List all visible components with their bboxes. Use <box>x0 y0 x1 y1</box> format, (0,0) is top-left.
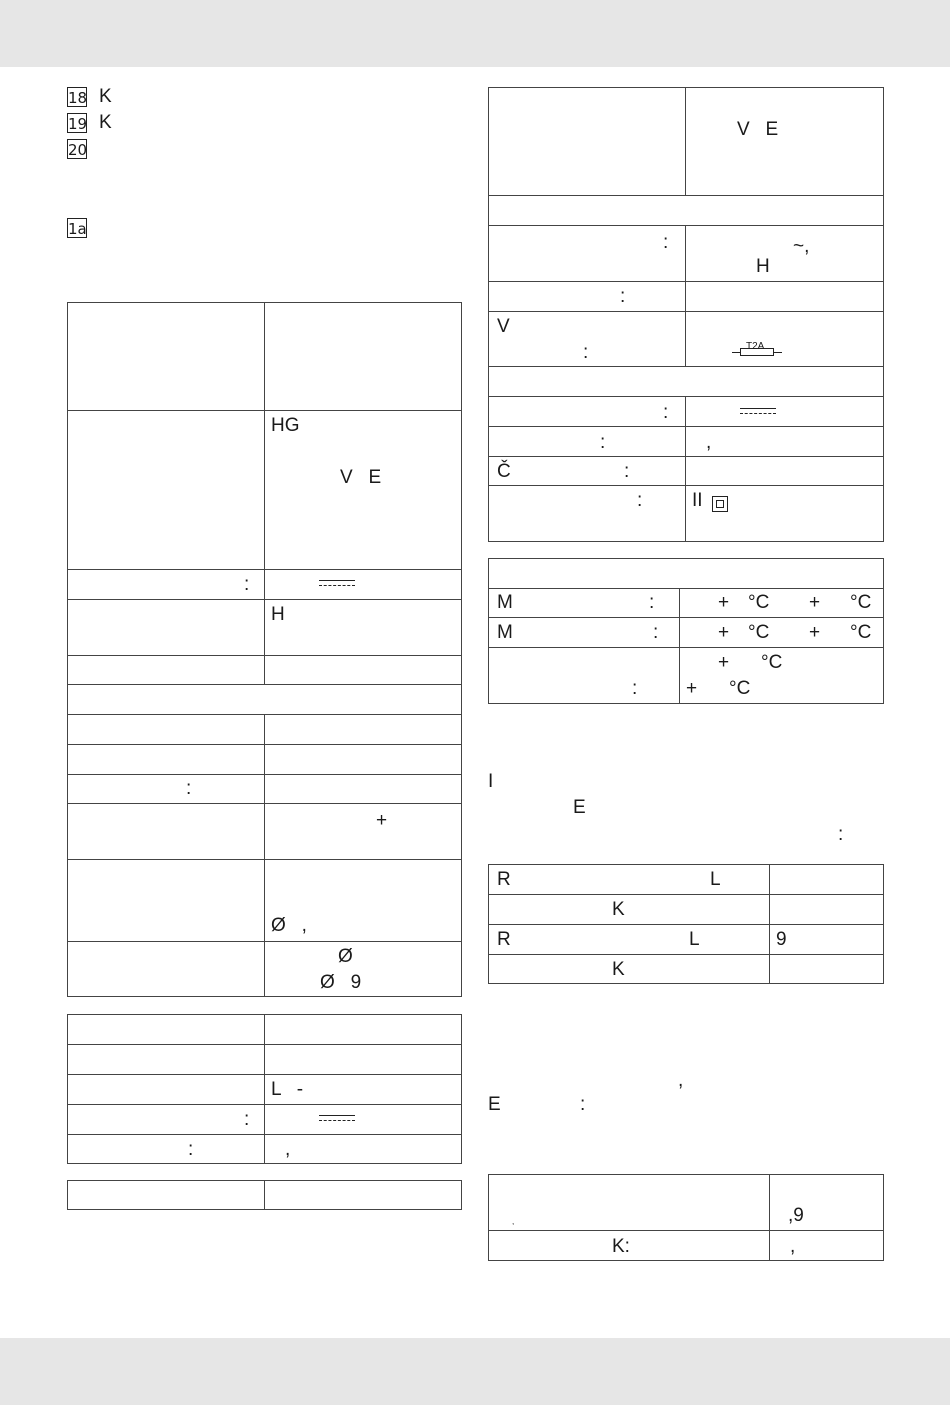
table-row <box>489 618 884 648</box>
model-value: V E <box>340 467 382 488</box>
table-cell <box>680 589 884 618</box>
table-row <box>489 397 884 427</box>
value-text: L - <box>271 1079 304 1100</box>
table-row <box>489 955 884 984</box>
temp-sign: + <box>718 652 730 673</box>
diameter-value: Ø , <box>271 915 307 936</box>
value-text: H <box>271 604 285 625</box>
temp-unit: °C <box>850 622 872 643</box>
table-row <box>68 942 462 997</box>
label-text: R <box>497 869 511 890</box>
table-row <box>489 589 884 618</box>
section-heading-cell <box>489 559 884 589</box>
noise-level-table <box>488 864 884 984</box>
table-row <box>68 775 462 804</box>
temp-sign: + <box>809 622 821 643</box>
table-row <box>68 1045 462 1075</box>
table-row <box>489 226 884 282</box>
table-cell <box>265 942 462 997</box>
table-cell <box>68 1135 265 1164</box>
table-cell <box>68 745 265 775</box>
table-cell <box>265 600 462 656</box>
paragraph-text: E <box>573 797 586 818</box>
table-cell <box>680 648 884 704</box>
label-colon: : <box>244 1109 250 1130</box>
value-text: ~, <box>793 236 810 257</box>
label-text: R <box>497 929 511 950</box>
value-text: H <box>756 256 770 277</box>
fuse-rating: T2A <box>746 341 765 352</box>
table-cell <box>770 1175 884 1231</box>
reference-item <box>67 217 87 239</box>
table-section-row <box>489 196 884 226</box>
label-text: K <box>612 959 625 980</box>
paragraph-text: , <box>678 1070 684 1091</box>
table-cell <box>68 411 265 570</box>
table-row <box>68 1075 462 1105</box>
temp-unit: °C <box>850 592 872 613</box>
value-text: 9 <box>776 929 787 950</box>
table-section-row <box>68 685 462 715</box>
bottom-band <box>0 1338 950 1405</box>
table-row <box>489 895 884 925</box>
paragraph-text: E <box>488 1094 501 1115</box>
table-cell <box>265 570 462 600</box>
table-row <box>489 925 884 955</box>
table-cell <box>686 486 884 542</box>
table-cell <box>680 618 884 648</box>
table-row <box>489 1231 884 1261</box>
label-text: M <box>497 592 513 613</box>
value-text: + <box>376 810 388 831</box>
table-row <box>489 427 884 457</box>
table-cell <box>265 1105 462 1135</box>
table-cell <box>68 1105 265 1135</box>
table-cell <box>489 895 770 925</box>
table-cell <box>489 648 680 704</box>
table-cell <box>686 457 884 486</box>
table-row <box>68 656 462 685</box>
table-cell <box>686 88 884 196</box>
value-text: , <box>285 1139 291 1160</box>
temp-sign: + <box>718 592 730 613</box>
table-cell <box>265 715 462 745</box>
table-cell <box>770 955 884 984</box>
label-colon: : <box>637 490 643 511</box>
table-cell <box>489 282 686 312</box>
extra-spec-table <box>67 1180 462 1210</box>
table-row <box>68 860 462 942</box>
temp-unit: °C <box>761 652 783 673</box>
table-cell <box>68 1015 265 1045</box>
table-row <box>68 303 462 411</box>
reference-number: 1a <box>68 220 87 238</box>
table-section-row <box>489 367 884 397</box>
table-cell <box>489 955 770 984</box>
table-cell <box>68 600 265 656</box>
label-colon: : <box>663 232 669 253</box>
small-text: , <box>512 1217 515 1226</box>
protection-class-text: II <box>692 490 703 511</box>
table-row <box>68 600 462 656</box>
model-value: V E <box>737 119 779 140</box>
dc-symbol-icon <box>740 407 776 416</box>
table-cell <box>68 715 265 745</box>
label-colon: : <box>649 592 655 613</box>
table-cell <box>265 411 462 570</box>
paragraph-text: I <box>488 771 494 792</box>
paragraph-colon: : <box>838 824 844 845</box>
table-cell <box>686 427 884 457</box>
fuse-icon <box>732 340 782 360</box>
label-colon: : <box>600 432 606 453</box>
reference-label: K <box>99 112 112 133</box>
table-cell <box>265 1015 462 1045</box>
table-row <box>68 745 462 775</box>
table-row <box>489 457 884 486</box>
diameter-value: Ø 9 <box>320 972 362 993</box>
table-cell <box>265 1075 462 1105</box>
label-colon: : <box>188 1139 194 1160</box>
table-cell <box>265 775 462 804</box>
temp-unit: °C <box>748 622 770 643</box>
table-cell <box>686 397 884 427</box>
power-supply-spec-table <box>488 87 884 542</box>
temp-sign: + <box>718 622 730 643</box>
label-text: V <box>497 316 510 337</box>
table-row <box>489 648 884 704</box>
top-band <box>0 0 950 67</box>
table-cell <box>489 226 686 282</box>
label-colon: : <box>244 574 250 595</box>
table-cell <box>265 860 462 942</box>
label-colon: : <box>583 342 589 363</box>
temperature-table <box>488 558 884 704</box>
table-cell <box>68 1045 265 1075</box>
table-cell <box>489 88 686 196</box>
temp-sign: + <box>686 678 698 699</box>
label-text: K <box>612 899 625 920</box>
reference-item <box>67 86 112 108</box>
table-cell <box>265 303 462 411</box>
table-cell <box>489 427 686 457</box>
table-row <box>489 282 884 312</box>
table-cell <box>68 656 265 685</box>
table-cell <box>265 745 462 775</box>
table-cell <box>489 397 686 427</box>
value-text: ,9 <box>788 1205 804 1226</box>
protection-class-ii-icon <box>712 496 728 512</box>
table-cell <box>686 312 884 367</box>
table-cell <box>68 570 265 600</box>
value-text: , <box>790 1236 796 1257</box>
table-cell <box>489 1175 770 1231</box>
label-text: K: <box>612 1236 630 1257</box>
table-row <box>489 312 884 367</box>
table-cell <box>68 804 265 860</box>
reference-label: K <box>99 86 112 107</box>
table-row <box>489 486 884 542</box>
section-heading-cell <box>68 685 462 715</box>
table-cell <box>68 303 265 411</box>
value-text: , <box>706 432 712 453</box>
table-cell <box>489 312 686 367</box>
label-text: Č <box>497 461 511 482</box>
table-row <box>68 1105 462 1135</box>
table-cell <box>686 226 884 282</box>
table-cell <box>489 618 680 648</box>
table-row <box>68 1015 462 1045</box>
label-colon: : <box>624 461 630 482</box>
dc-symbol-icon <box>319 1114 355 1123</box>
table-row <box>68 715 462 745</box>
table-cell <box>68 1181 265 1210</box>
label-colon: : <box>186 778 192 799</box>
table-row <box>489 1175 884 1231</box>
table-cell <box>265 656 462 685</box>
table-cell <box>265 804 462 860</box>
table-cell <box>489 589 680 618</box>
table-row <box>489 865 884 895</box>
label-colon: : <box>620 286 626 307</box>
table-cell <box>489 865 770 895</box>
temp-unit: °C <box>729 678 751 699</box>
label-colon: : <box>663 402 669 423</box>
temp-sign: + <box>809 592 821 613</box>
table-cell <box>68 775 265 804</box>
model-prefix: HG <box>271 415 300 436</box>
reference-number: 20 <box>68 141 88 159</box>
label-colon: : <box>632 678 638 699</box>
table-row <box>68 1181 462 1210</box>
table-cell <box>68 942 265 997</box>
temp-unit: °C <box>748 592 770 613</box>
table-cell <box>770 865 884 895</box>
table-cell <box>265 1135 462 1164</box>
table-row <box>68 804 462 860</box>
table-cell <box>68 1075 265 1105</box>
diameter-value: Ø <box>338 946 353 967</box>
dc-symbol-icon <box>319 579 355 588</box>
table-row <box>68 1135 462 1164</box>
table-cell <box>686 282 884 312</box>
table-cell <box>489 486 686 542</box>
label-text: L <box>710 869 721 890</box>
section-heading-cell <box>489 367 884 397</box>
device-spec-table <box>67 302 462 997</box>
table-row <box>68 570 462 600</box>
reference-item <box>67 138 99 160</box>
table-cell <box>770 895 884 925</box>
table-cell <box>265 1181 462 1210</box>
table-cell <box>68 860 265 942</box>
table-section-row <box>489 559 884 589</box>
table-cell <box>489 925 770 955</box>
paragraph-colon: : <box>580 1094 586 1115</box>
table-cell <box>770 925 884 955</box>
reference-number: 18 <box>68 89 88 107</box>
table-row <box>489 88 884 196</box>
table-cell <box>770 1231 884 1261</box>
label-text: M <box>497 622 513 643</box>
section-heading-cell <box>489 196 884 226</box>
accessory-spec-table <box>67 1014 462 1164</box>
vibration-table <box>488 1174 884 1261</box>
reference-item <box>67 112 112 134</box>
label-colon: : <box>653 622 659 643</box>
table-cell <box>265 1045 462 1075</box>
reference-number: 19 <box>68 115 88 133</box>
label-text: L <box>689 929 700 950</box>
table-row <box>68 411 462 570</box>
table-cell <box>489 1231 770 1261</box>
table-cell <box>489 457 686 486</box>
